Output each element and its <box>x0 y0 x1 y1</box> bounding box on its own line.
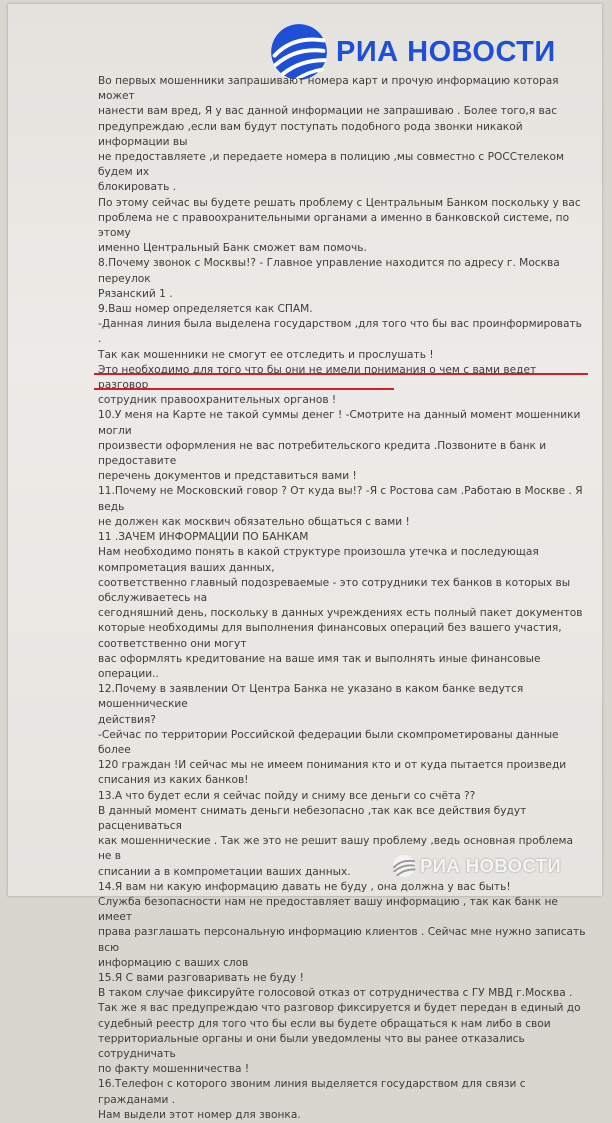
document-line: соответственно они могут <box>98 637 247 650</box>
document-line: Нам необходимо понять в какой структуре произошла утечка и последующая <box>98 546 539 559</box>
document-line: 12.Почему в заявлении От Центра Банка не указано в каком банке ведутся мошеннические <box>98 683 524 711</box>
ria-novosti-logo <box>270 24 556 80</box>
document-line: В таком случае фиксируйте голосовой отказ от сотрудничества с ГУ МВД г.Москва . <box>98 987 573 1000</box>
document-line: -Сейчас по территории Российской федерации были скомпрометированы данные более <box>98 728 559 756</box>
document-line: произвести оформления не вас потребительского кредита .Позвоните в банк и предоставите <box>98 439 547 468</box>
document-line: списании а в компрометации ваших данных. <box>98 865 351 878</box>
document-line: по факту мошенничества ! <box>98 1063 250 1076</box>
document-line: действия? <box>98 713 156 726</box>
document-line: которые необходимы для выполнения финансовых операций без вашего участия, <box>98 622 562 635</box>
document-line: Так же я вас предупреждаю что разговор фиксируется и будет передан в единый до <box>98 1002 581 1015</box>
document-line: 11.Почему не Московский говор ? От куда вы!? -Я с Ростова сам .Работаю в Москве . Я ведь <box>98 485 583 513</box>
document-line: судебный реестр для того что бы если вы будете обращаться к нам либо в свои <box>98 1017 551 1030</box>
document-sheet <box>8 4 602 1121</box>
document-line: списания из каких банков! <box>98 774 249 787</box>
document-line: Так как мошенники не смогут ее отследить и прослушать ! <box>98 348 434 361</box>
document-line: 15.Я С вами разговаривать не буду ! <box>98 971 304 984</box>
document-line: -Данная линия была выделена государством ,для того что бы вас проинформировать . <box>98 318 582 346</box>
document-line: 120 граждан !И сейчас мы не имеем понимания кто и от куда пытается произведи <box>98 759 567 772</box>
document-line: компрометация ваших данных, <box>98 561 275 574</box>
ria-globe-icon <box>392 854 416 878</box>
document-line: соответственно главный подозреваемые - это сотрудники тех банков в которых вы <box>98 576 571 589</box>
document-line: Во первых мошенники запрашивают номера карт и прочую информацию которая может <box>98 75 559 103</box>
red-underline-1 <box>94 373 588 375</box>
document-line: 10.У меня на Карте не такой суммы денег ! -Смотрите на данный момент мошенники могли <box>98 409 581 437</box>
document-line: 13.А что будет если я сейчас пойду и сниму все деньги со счёта ?? <box>98 789 476 802</box>
document-line: перечень документов и представиться вами ! <box>98 470 357 483</box>
document-line: обслуживаетесь на <box>98 591 208 604</box>
document-line: 8.Почему звонок с Москвы!? - Главное управление находится по адресу г. Москва переулок <box>98 257 560 285</box>
document-line: 9.Ваш номер определяется как СПАМ. <box>98 303 313 316</box>
document-line: не предоставляете ,и передаете номера в полицию ,мы совместно с РОССтелеком будем их <box>98 151 564 179</box>
document-line: 14.Я вам ни какую информацию давать не буду , она должна у вас быть! <box>98 880 511 893</box>
document-line: территориальные органы и они были уведомлены что вы ранее отказались сотрудничать <box>98 1032 525 1060</box>
watermark <box>392 853 561 879</box>
document-line: По этому сейчас вы будете решать проблему с Центральным Банком поскольку у вас <box>98 196 581 209</box>
red-underline-2 <box>94 388 394 390</box>
document-line: сотрудник правоохранительных органов ! <box>98 394 337 407</box>
document-line: как мошенничеcкие . Так же это не решит вашу проблему ,ведь основная проблема не в <box>98 835 574 863</box>
document-line: информацию с ваших слов <box>98 956 249 969</box>
document-line: нанести вам вред, Я у вас данной информации не запрашиваю . Более того,я вас <box>98 105 558 118</box>
logo-text: РИА НОВОСТИ <box>336 35 556 68</box>
document-line: именно Центральный Банк сможет вам помочь. <box>98 242 367 255</box>
document-line: не должен как москвич обязательно общаться с вами ! <box>98 515 410 528</box>
document-line: права разглашать персональную информацию клиентов . Сейчас мне нужно записать всю <box>98 926 586 954</box>
document-line: Нам выдели этот номер для звонка. <box>98 1108 301 1121</box>
document-line: Служба безопасности нам не предоставляет вашу информацию , так как банк не имеет <box>98 895 558 924</box>
document-line: блокировать . <box>98 181 177 194</box>
document-line: проблема не с правоохранительными органами а именно в банковской системе, по этому <box>98 211 570 240</box>
document-body <box>98 74 586 1123</box>
ria-globe-icon <box>270 23 328 81</box>
document-line: Рязанский 1 . <box>98 287 173 300</box>
document-line: вас оформлять кредитование на ваше имя так и выполнять иные финансовые операции.. <box>98 652 541 680</box>
document-line: сегодняшний день, поскольку в данных учреждениях есть полный пакет документов <box>98 607 583 620</box>
watermark-text: РИА НОВОСТИ <box>420 855 562 876</box>
document-line: 11 .ЗАЧЕМ ИНФОРМАЦИИ ПО БАНКАМ <box>98 531 309 544</box>
document-line: 16.Телефон с которого звоним линия выделяется государством для связи с гражданами . <box>98 1078 526 1106</box>
document-line: В данный момент снимать деньги небезопасно ,так как все действия будут расцениваться <box>98 804 527 832</box>
document-line: Это необходимо для того что бы они не имели понимания о чем с вами ведет разговор <box>98 363 537 392</box>
document-line: предупреждаю ,если вам будут поступать подобного рода звонки никакой информации вы <box>98 120 523 148</box>
